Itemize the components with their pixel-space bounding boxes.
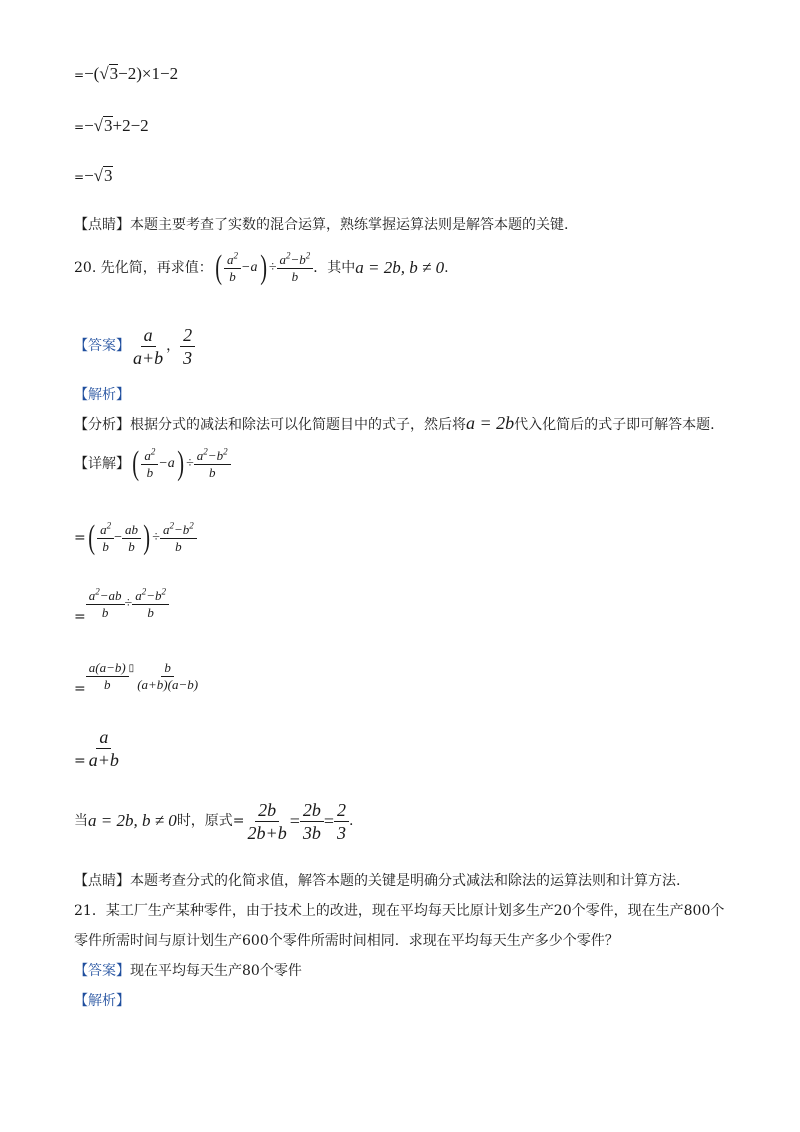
right-paren: ) [143,519,151,556]
step-2 [74,582,169,626]
divide-sign: ÷ [268,260,277,275]
condition: a = 2b, b ≠ 0 [355,258,445,277]
answer-fraction: $\frac{a}{a+b}$ [133,324,164,368]
expr-part: − [84,116,94,135]
fenxi-text-a: 根据分式的减法和除法可以化简题目中的式子，然后将 [130,417,466,433]
fraction: $\frac{2b}{3b}$ [300,799,324,844]
condition: a = 2b, b ≠ 0 [88,811,177,830]
expr-part: −( [84,64,100,83]
fraction: $\frac{ab}{b}$ [122,522,141,555]
multiply-placeholder: ▯ [128,663,135,674]
period: . [349,813,354,829]
answer-value: $\frac{2}{3}$ [180,324,195,369]
fraction: $\frac{2b}{2b+b}$ [247,799,287,843]
dang-pre: 当 [74,813,88,829]
fraction: $\frac{a(a-b)}{b}$ [86,660,129,693]
step-4 [74,726,122,770]
calc-line-2 [74,116,149,136]
radical-sign: √ [99,64,109,83]
dianjing-text: 本题主要考查了实数的混合运算，熟练掌握运算法则是解答本题的关键. [130,217,569,233]
divide-sign: ÷ [124,596,133,611]
expr-part: −2)×1−2 [118,64,179,83]
divide-sign: ÷ [152,530,160,545]
answer-20 [74,326,195,366]
equals-sign: = [74,609,86,625]
equals-sign: = [74,120,85,134]
minus-sign: − [114,530,122,545]
radicand: 3 [104,116,113,135]
fenxi-line [74,414,715,434]
question-21-line-2: 零件所需时间与原计划生产600个零件所需时间相同．求现在平均每天生产多少个零件？ [74,933,619,949]
calc-line-3 [74,166,113,186]
dianjing-note-2 [74,872,680,890]
analysis-label: 【解析】 [74,387,130,403]
dang-mid: 时，原式= [176,813,245,829]
question-prompt: 先化简，再求值： [100,260,213,276]
radicand: 3 [109,64,119,83]
xiangjie-line [74,442,231,486]
minus-a: −a [158,456,175,471]
fraction: $\frac{b}{(a+b)(a-b)}$ [137,659,199,692]
fraction: $\frac{a^2}{b}$ [141,448,158,481]
left-paren: ( [88,519,95,556]
fraction: $\frac{a^2-b^2}{b}$ [132,588,169,621]
expr-part: +2−2 [112,116,149,135]
question-21-line-1: 21．某工厂生产某种零件，由于技术上的改进，现在平均每天比原计划多生产20个零件，现在生产800个 [74,903,725,919]
separator: ， [166,338,181,354]
answer-text: 现在平均每天生产80个零件 [130,963,302,979]
equals-sign: = [74,530,86,546]
fraction: $\frac{a^2-ab}{b}$ [86,588,125,621]
dianjing-note-1 [74,216,568,234]
fraction: $\frac{2}{3}$ [334,799,349,844]
fraction: $\frac{a^2-b^2}{b}$ [277,252,314,285]
right-paren: ) [259,249,267,286]
radicand: 3 [104,166,113,185]
left-paren: ( [214,249,222,286]
fraction: $\frac{a^2-b^2}{b}$ [194,448,231,481]
calc-line-1 [74,64,178,84]
fenxi-label: 【分析】 [74,417,130,433]
fraction: $\frac{a^2-b^2}{b}$ [160,522,197,555]
dianjing-label: 【点睛】 [74,873,130,889]
expr-part: − [84,166,94,185]
radical-sign: √ [93,116,103,135]
question-tail: ．其中 [313,260,356,276]
answer-label: 【答案】 [74,338,130,354]
answer-21 [74,962,302,980]
fraction: $\frac{a^2}{b}$ [224,252,241,285]
equals-sign: = [289,811,300,831]
equals-sign: = [74,68,85,82]
equals-sign: = [74,681,86,697]
left-paren: ( [132,445,140,482]
equals-sign: = [323,811,335,831]
step-1 [74,516,197,560]
divide-sign: ÷ [186,456,194,471]
question-20 [74,246,449,290]
fraction: $\frac{a}{a+b}$ [88,726,119,770]
substitution-result [74,796,353,846]
right-paren: ) [177,445,184,482]
answer-label: 【答案】 [74,963,130,979]
analysis-label: 【解析】 [74,993,130,1009]
dianjing-label: 【点睛】 [74,217,130,233]
minus-a: −a [241,260,258,275]
period: . [444,260,449,276]
fraction: $\frac{a^2}{b}$ [97,522,114,555]
step-3 [74,654,201,698]
fenxi-text-b: 代入化简后的式子即可解答本题. [514,417,715,433]
dianjing-text: 本题考查分式的化简求值，解答本题的关键是明确分式减法和除法的运算法则和计算方法. [130,873,681,889]
equals-sign: = [74,753,86,769]
radical-sign: √ [93,166,103,185]
question-number: 20. [74,260,97,276]
substitution: a = 2b [466,413,515,433]
equals-sign: = [74,170,85,184]
xiangjie-label: 【详解】 [74,456,130,472]
